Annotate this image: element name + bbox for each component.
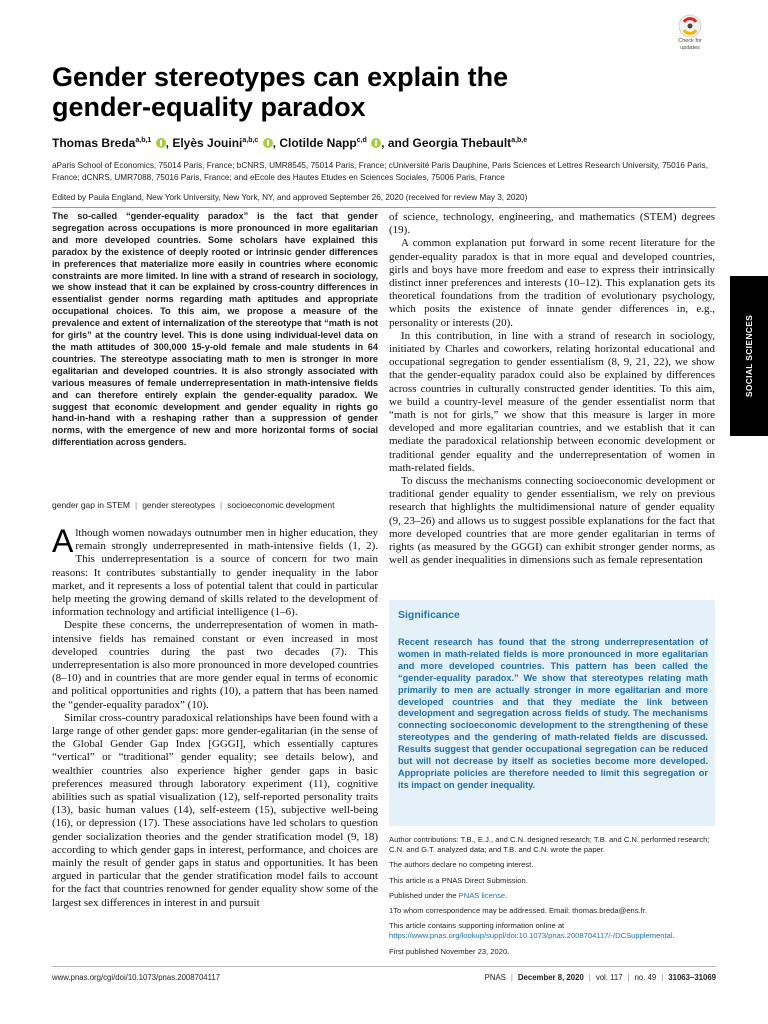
check-for-updates-label: Check for updates [678,38,702,51]
footer-pages: 31063–31069 [668,973,716,982]
body-paragraph: Similar cross-country paradoxical relationships have been found with a large range of other gender gaps: more gender-egalitarian (in the sense of the Global Gender Gap Index [GGGI], which essentially captures “vertical” or “traditional” gender equality; see details below), and wealthier countries also experience higher gender gaps in basic preferences measured through laboratory experiment (11), cognitive abilities such as spatial visualization (12), self-reported personality traits (13), basic human values (14), self-esteem (15), subjective well-being (16), or depression (17). These associations have led scholars to question gender socialization theories and the gender stratification model (9, 18) according to which gender gaps in interest, performance, and choices are mainly the result of gender gaps in status and opportunities. It has been argued in particular that the gender stratification model fails to account for the fact that countries renowned for gender equality show some of the largest sex differences in interest in and pursuit [52,711,378,909]
author-list: Thomas Breda$^{a,b,1}$ , Elyès Jouini$^{a,b,c}$ , Clotilde Napp$^{c,d}$ , and Georgia Thebault$^{a,b,e}$ [52,136,528,150]
body-column-left [52,523,378,910]
body-paragraph: In this contribution, in line with a strand of research in sociology, initiated by Charles and coworkers, relating horizontal educational and occupational segregation to gender essentialism (8, 9, 21, 22), we show that the gender-equality paradox could also be explained by differences across countries in culturally constructed gender identities. To this aim, we build a country-level measure of the gender essentialist norm that “math is not for girls,” we show that this measure is larger in more developed and more egalitarian countries, and we establish that it can mediate the paradoxical relationship between economic development or traditional gender equality and the underrepresentation of women in math-related fields. [389,329,715,474]
header-divider [52,207,716,208]
article-title: Gender stereotypes can explain the gender-equality paradox [52,62,509,122]
author-name[interactable]: Georgia Thebault [412,136,512,150]
footer-date: December 8, 2020 [517,973,584,982]
abstract: The so-called “gender-equality paradox” is the fact that gender segregation across occupations is more pronounced in more egalitarian and more developed countries. Some scholars have explained this paradox by the existence of deeply rooted or intrinsic gender differences in preferences that materialize more easily in countries where economic constraints are more limited. In line with a strand of research in sociology, we show instead that it can be explained by cross-country differences in essentialist gender norms regarding math aptitudes and appropriate occupational choices. To this aim, we propose a measure of the prevalence and extent of internalization of the stereotype that “math is not for girls” at the country level. This is done using individual-level data on the math attitudes of 300,000 15-y-old female and male students in 64 countries. The stereotype associating math to men is stronger in more egalitarian and developed countries. It is also strongly associated with various measures of female underrepresentation in math-intensive fields and can therefore entirely explain the gender-equality paradox. We suggest that economic development and gender equality in rights go hand-in-hand with a reshaping rather than a suppression of gender norms, with the emergence of new and more horizontal forms of social differentiation across genders. [52,211,378,448]
license-link[interactable]: PNAS license [458,890,506,900]
keyword[interactable]: socioeconomic development [227,500,335,510]
author-affil-marker: c,d [356,137,367,144]
article-notes [389,835,719,962]
edited-by-line: Edited by Paula England, New York University, New York, NY, and approved September 26, 2020 (received for review May 3, 2020) [52,193,528,202]
first-published: First published November 23, 2020. [389,946,510,956]
direct-submission: This article is a PNAS Direct Submission. [389,875,528,885]
footer-issue: no. 49 [634,973,657,982]
keyword[interactable]: gender gap in STEM [52,500,130,510]
section-label: SOCIAL SCIENCES [744,314,754,398]
body-paragraph: Although women nowadays outnumber men in higher education, they remain strongly underrepresented in math-intensive fields (1, 2). This underrepresentation is a source of concern for two main reasons: It contributes substantially to gender inequality in the labor market, and it represents a loss of potential talent that could in particular help meeting the growing demand of skills related to the development of information technology and artificial intelligence (1–6). [52,523,378,619]
author-affil-marker: a,b,1 [135,137,152,144]
correspondence-note: 1To whom correspondence may be addressed. Email: thomas.breda@ens.fr. [389,906,648,916]
author-contributions: Author contributions: T.B., E.J., and C.N. designed research; T.B. and C.N. performed research; C.N. and G.T. analyzed data; and T.B. and C.N. wrote the paper. [389,835,710,855]
competing-interest: The authors declare no competing interest. [389,860,534,870]
keyword[interactable]: gender stereotypes [142,500,215,510]
orcid-icon[interactable] [263,138,273,148]
author-name[interactable]: Clotilde Napp [279,136,357,150]
author-affil-marker: a,b,c [242,137,259,144]
footer-journal: PNAS [484,973,506,982]
supporting-info-note: This article contains supporting information online at https://www.pnas.org/lookup/suppl/doi:10.1073/pnas.2008704117/-/DCSupplemental. [389,921,675,941]
author-name[interactable]: Thomas Breda [52,136,136,150]
body-paragraph: To discuss the mechanisms connecting socioeconomic development or traditional gender equality to gender essentialism, we rely on previous research that highlights the multidimensional nature of gender equality (9, 23–26) and allows us to suggest possible explanations for the fact that more developed countries that are more gender egalitarian in terms of rights (as measured by the GGGI) can exhibit stronger gender norms, as well as gender inequalities in dimensions such as female representation [389,475,715,567]
body-paragraph: Despite these concerns, the underrepresentation of women in math-intensive fields has remained constant or even increased in most developed countries during the past two decades (7). This underrepresentation is also more pronounced in more developed countries (8–10) and in countries that are more gender equal in terms of economic and political opportunities and rights (10), a pattern that has been named the “gender-equality paradox” (10). [52,619,378,711]
body-paragraph: A common explanation put forward in some recent literature for the gender-equality paradox is that in more equal and developed countries, girls and boys have more freedom and ease to express their intrinsically distinct inner preferences and interests (10–12). This explanation gets its theoretical foundations from the tradition of evolutionary psychology, which posits the existence of innate gender differences in, e.g., personality or interests (20). [389,237,715,329]
footer-doi-url[interactable]: www.pnas.org/cgi/doi/10.1073/pnas.2008704117 [52,973,221,982]
significance-text: Recent research has found that the strong underrepresentation of women in math-related fields is more pronounced in more egalitarian and more developed countries. This pattern has been called the “gender-equality paradox.” We show that stereotypes relating math primarily to men are actually stronger in more egalitarian and more developed countries and that they mediate the link between development and segregation across fields of study. The mechanisms connecting socioeconomic development to the strengthening of these stereotypes and the gendering of math-related fields are discussed. Results suggest that gender occupational segregation can be reduced but will not decrease by itself as societies become more developed. Appropriate policies are therefore needed to limit this segregation or its impact on gender inequality. [398,637,708,790]
significance-heading: Significance [398,609,460,621]
footer-divider [52,966,716,967]
author-name[interactable]: Elyès Jouini [172,136,243,150]
author-affil-marker: a,b,e [511,137,528,144]
body-column-right [389,211,715,567]
footer-citation: PNAS | December 8, 2020 | vol. 117 | no. 49 | 31063–31069 [484,973,716,982]
footer-volume: vol. 117 [595,973,623,982]
keywords: gender gap in STEM | gender stereotypes | socioeconomic development [52,500,335,510]
supporting-info-link[interactable]: https://www.pnas.org/lookup/suppl/doi:10.1073/pnas.2008704117/-/DCSupplemental [389,931,673,941]
body-paragraph: of science, technology, engineering, and mathematics (STEM) degrees (19). [389,211,715,237]
license-note: Published under the PNAS license. [389,890,508,900]
affiliations: aParis School of Economics, 75014 Paris, France; bCNRS, UMR8545, 75014 Paris, France; cUniversité Paris Dauphine, Paris Sciences et Lettres Research University, 75016 Paris, France; dCNRS, UMR7088, 75016 Paris, France; and eEcole des Hautes Etudes en Sciences Sociales, 75006 Paris, France [52,161,709,182]
orcid-icon[interactable] [156,138,166,148]
drop-cap: A [52,523,74,559]
orcid-icon[interactable] [371,138,381,148]
authors-conjunction: and [387,136,410,150]
